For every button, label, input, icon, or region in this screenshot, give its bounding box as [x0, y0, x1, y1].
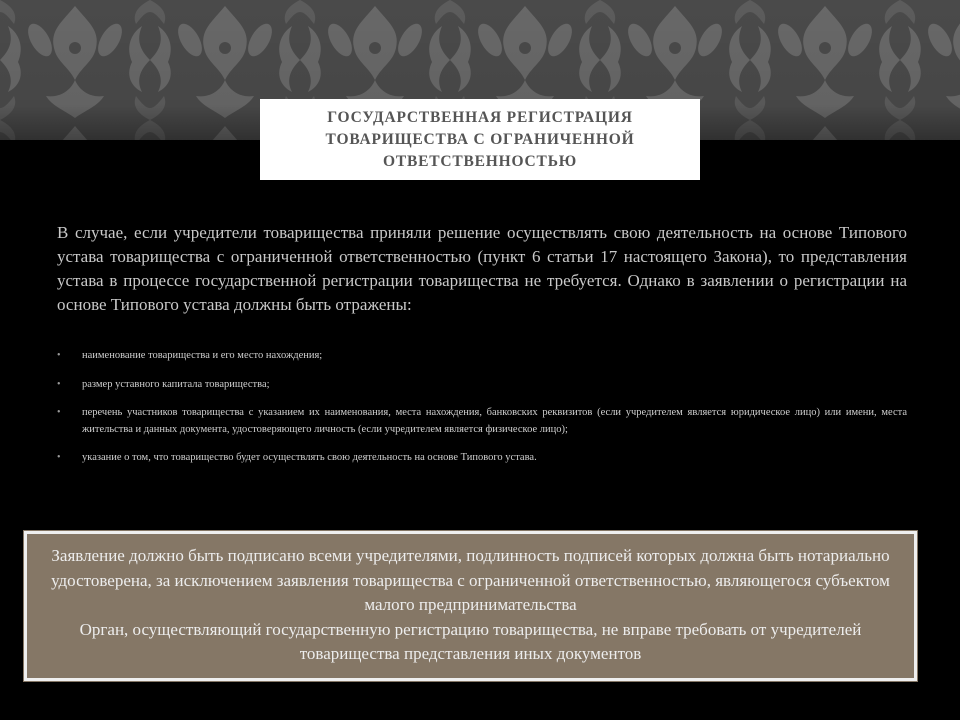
note-documents-text: Орган, осуществляющий государственную регистрацию товарищества, не вправе требовать от учредителей товарищества представления иных документов: [79, 619, 862, 663]
list-item: [57, 348, 907, 365]
list-item-text: размер уставного капитала товарищества;: [82, 378, 270, 390]
bullet-icon: •: [57, 350, 61, 361]
list-item-text: наименование товарищества и его место нахождения;: [82, 350, 323, 361]
bullet-icon: •: [57, 452, 61, 463]
list-item: [57, 450, 907, 467]
bullet-icon: •: [57, 407, 61, 418]
list-item: [57, 377, 907, 394]
list-item-text: указание о том, что товарищество будет осуществлять свою деятельность на основе Типового устава.: [82, 452, 537, 463]
slide-title: ГОСУДАРСТВЕННАЯ РЕГИСТРАЦИЯ ТОВАРИЩЕСТВА С ОГРАНИЧЕННОЙ ОТВЕТСТВЕННОСТЬЮ: [325, 108, 635, 170]
bullet-icon: •: [57, 378, 61, 390]
main-paragraph: В случае, если учредители товарищества приняли решение осуществлять свою деятельность на основе Типового устава товарищества с ограниченной ответственностью (пункт 6 статьи 17 настоящего Закона), то представления устава в процессе государственной регистрации товарищества не требуется. Однако в заявлении о регистрации на основе Типового устава должны быть отражены:: [57, 223, 907, 314]
note-box: [24, 531, 917, 681]
requirements-list: [57, 348, 907, 479]
note-signature-text: Заявление должно быть подписано всеми учредителями, подлинность подписей которых должна быть нотариально удостоверена, за исключением заявления товарищества с ограниченной ответственностью, являющегося субъектом малого предпринимательства: [51, 546, 890, 614]
list-item: [57, 405, 907, 438]
title-box: [260, 99, 700, 180]
list-item-text: перечень участников товарищества с указанием их наименования, места нахождения, банковских реквизитов (если учредителем является юридическое лицо) или имени, места жительства и данных документа, удостоверяющего личность (если учредителем является физическое лицо);: [82, 407, 907, 435]
